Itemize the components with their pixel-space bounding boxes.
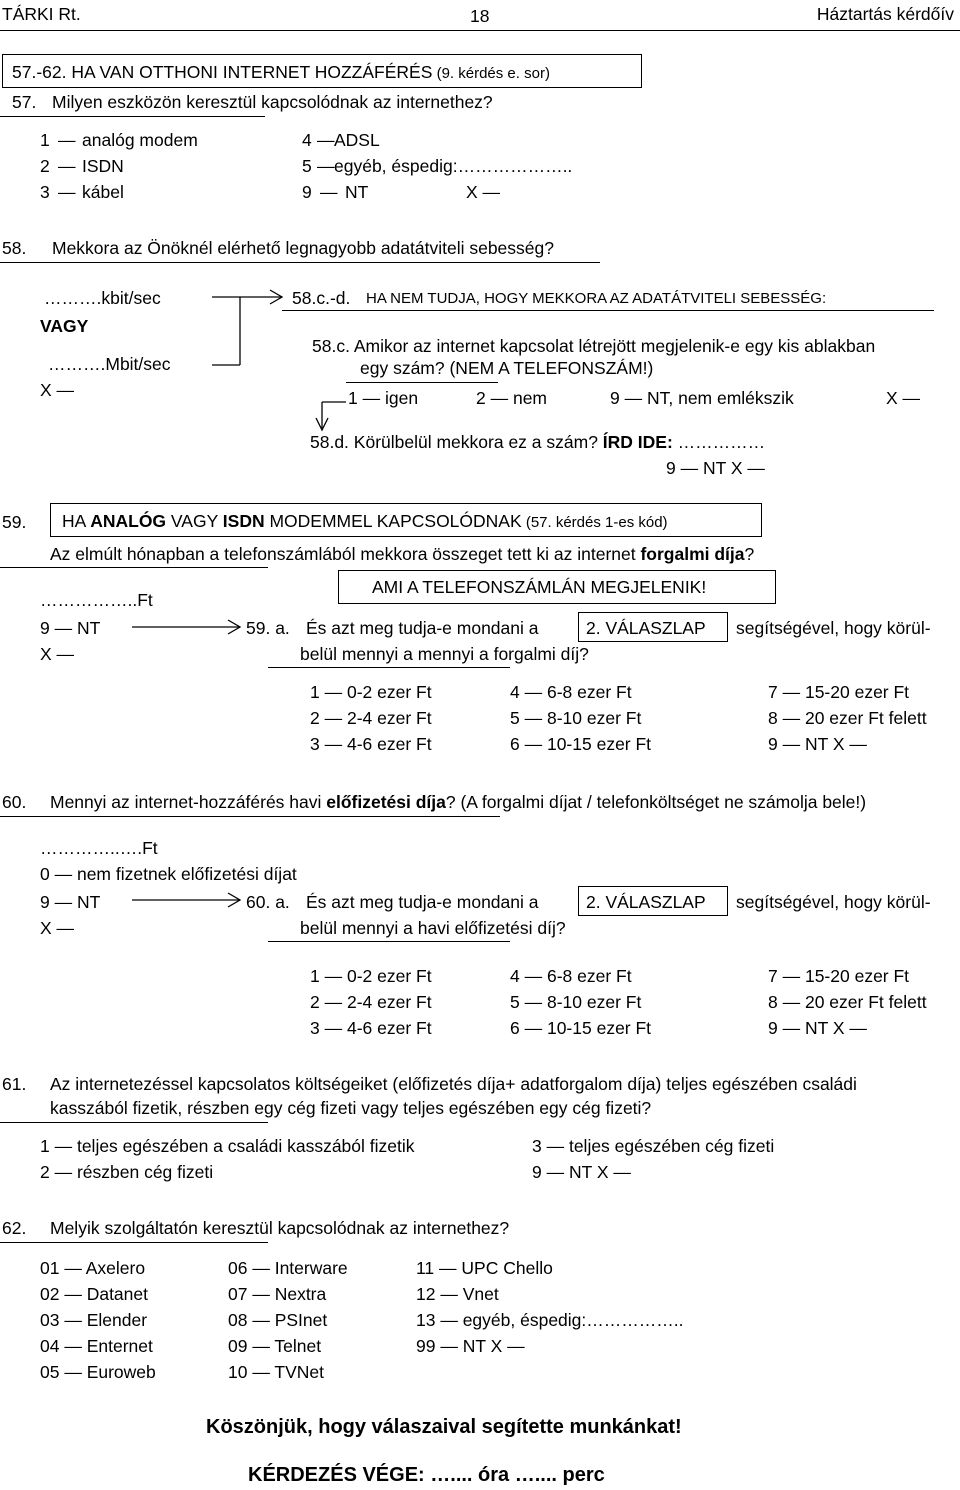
- fee-label: NT X —: [804, 1018, 867, 1038]
- q58c-opt: 9 — NT, nem emlékszik: [610, 388, 794, 408]
- q61-number: 61.: [2, 1074, 27, 1094]
- fee-code: 5: [510, 992, 520, 1012]
- q57-opt-code: 5: [302, 156, 312, 176]
- q57-opt-label: egyéb, éspedig:………………..: [334, 156, 573, 176]
- fee-label: 6-8 ezer Ft: [546, 966, 632, 986]
- q58-number: 58.: [2, 238, 27, 258]
- q60-question-text: Mennyi az internet-hozzáférés havi: [50, 792, 327, 812]
- fee-code: 3: [310, 734, 320, 754]
- q57-opt-label: ADSL: [334, 130, 380, 150]
- provider-label: Euroweb: [86, 1362, 156, 1382]
- q60-underline: [0, 816, 500, 817]
- q58-x-mark: X: [40, 380, 52, 400]
- provider-code: 13: [416, 1310, 436, 1330]
- fee-label: 4-6 ezer Ft: [346, 734, 432, 754]
- filter-57-62-note: (9. kérdés e. sor): [432, 65, 550, 82]
- fee-option: 5 — 8-10 ezer Ft: [510, 708, 642, 728]
- q58d-text: 58.d. Körülbelül mekkora ez a szám?: [310, 432, 598, 452]
- q58cd-underline: [282, 310, 934, 311]
- fee-option: 7 — 15-20 ezer Ft: [768, 966, 910, 986]
- provider-label: UPC Chello: [461, 1258, 553, 1278]
- q61-opt: 9 — NT X —: [532, 1162, 631, 1182]
- q60a-text-end: segítségével, hogy körül-: [736, 892, 931, 912]
- fee-code: 1: [310, 682, 320, 702]
- provider-option: 02 — Datanet: [40, 1284, 148, 1304]
- q58-underline: [0, 262, 600, 263]
- q59-question-bold: forgalmi díja: [640, 544, 745, 564]
- q58d-dots: ……………: [677, 432, 766, 452]
- provider-label: Axelero: [85, 1258, 146, 1278]
- provider-option: 01 — Axelero: [40, 1258, 146, 1278]
- q58c-opt-code: 2: [476, 388, 486, 408]
- provider-code: 09: [228, 1336, 248, 1356]
- fee-code: 6: [510, 734, 520, 754]
- fee-code: 7: [768, 966, 778, 986]
- q59-underline: [0, 567, 268, 568]
- filter-57-62: [12, 62, 550, 82]
- provider-label: Enternet: [86, 1336, 153, 1356]
- provider-code: 12: [416, 1284, 436, 1304]
- fee-code: 2: [310, 708, 320, 728]
- fee-label: 20 ezer Ft felett: [804, 708, 927, 728]
- q61-opt: 3 — teljes egészében cég fizeti: [532, 1136, 775, 1156]
- provider-option: 06 — Interware: [228, 1258, 348, 1278]
- q58cd-number: 58.c.-d.: [292, 288, 351, 308]
- provider-option: 08 — PSInet: [228, 1310, 328, 1330]
- q60a-line2: belül mennyi a havi előfizetési díj?: [300, 918, 566, 938]
- q57-dash: —: [58, 156, 76, 176]
- fee-label: NT X —: [804, 734, 867, 754]
- q57-x-mark: X —: [466, 182, 501, 202]
- q60a-text: És azt meg tudja-e mondani a: [306, 892, 539, 912]
- q58-vagy: VAGY: [40, 316, 89, 336]
- fee-code: 6: [510, 1018, 520, 1038]
- fee-option: 1 — 0-2 ezer Ft: [310, 966, 432, 986]
- q59-filter-pre: HA: [62, 511, 91, 531]
- q59a-number: 59. a.: [246, 618, 290, 638]
- q60-ft: …………..….Ft: [40, 838, 158, 858]
- provider-label: TVNet: [274, 1362, 324, 1382]
- q62-number: 62.: [2, 1218, 27, 1238]
- q57-underline: [0, 116, 265, 117]
- q58c-underline: [346, 382, 498, 383]
- provider-option: 12 — Vnet: [416, 1284, 499, 1304]
- q59-ft: ……………..Ft: [40, 590, 153, 610]
- q61-opt: 1 — teljes egészében a családi kasszából fizetik: [40, 1136, 415, 1156]
- fee-code: 9: [768, 1018, 778, 1038]
- q58cd-title: HA NEM TUDJA, HOGY MEKKORA AZ ADATÁTVITELI SEBESSÉG:: [366, 290, 827, 307]
- q57-opt-label: ISDN: [82, 156, 124, 176]
- provider-label: PSInet: [274, 1310, 328, 1330]
- q58-mbit: ……….Mbit/sec: [48, 354, 171, 374]
- q57-dash: —: [320, 182, 338, 202]
- footer-end: KÉRDEZÉS VÉGE: ….... óra ….... perc: [248, 1464, 605, 1486]
- provider-option: 07 — Nextra: [228, 1284, 327, 1304]
- q58c-opt-label: nem: [512, 388, 548, 408]
- fee-option: 7 — 15-20 ezer Ft: [768, 682, 910, 702]
- q60-question-bold: előfizetési díja: [326, 792, 446, 812]
- q57-opt-label: analóg modem: [82, 130, 198, 150]
- q59-filter-post: MODEMMEL KAPCSOLÓDNAK: [264, 511, 522, 531]
- q57-dash: —: [317, 156, 335, 176]
- q58d-nt: 9 — NT X —: [666, 458, 765, 478]
- provider-option: 10 — TVNet: [228, 1362, 324, 1382]
- fee-label: 0-2 ezer Ft: [346, 966, 432, 986]
- provider-label: Elender: [86, 1310, 148, 1330]
- q59-note: AMI A TELEFONSZÁMLÁN MEGJELENIK!: [372, 577, 707, 597]
- q60-question-end: ? (A forgalmi díjat / telefonköltséget ne számolja bele!): [445, 792, 867, 812]
- q59-number: 59.: [2, 512, 27, 532]
- q57-opt-code: 4: [302, 130, 312, 150]
- header-right: Háztartás kérdőív: [816, 4, 954, 24]
- header-left: TÁRKI Rt.: [2, 4, 81, 24]
- provider-option: 04 — Enternet: [40, 1336, 153, 1356]
- q58c-x: X —: [886, 388, 921, 408]
- fee-label: 2-4 ezer Ft: [346, 708, 432, 728]
- q58c-opt: 2 — nem: [476, 388, 548, 408]
- provider-option: 99 — NT X —: [416, 1336, 525, 1356]
- fee-label: 20 ezer Ft felett: [804, 992, 927, 1012]
- fee-label: 8-10 ezer Ft: [546, 708, 642, 728]
- q59-x: X —: [40, 644, 75, 664]
- provider-code: 01: [40, 1258, 60, 1278]
- fee-code: 5: [510, 708, 520, 728]
- q59-filter-note: (57. kérdés 1-es kód): [521, 514, 668, 531]
- q60-question: [50, 792, 866, 812]
- fee-code: 3: [310, 1018, 320, 1038]
- fee-code: 8: [768, 992, 778, 1012]
- q60a-valaszlap: 2. VÁLASZLAP: [586, 892, 706, 912]
- q59-question-end: ?: [744, 544, 755, 564]
- fee-option: 2 — 2-4 ezer Ft: [310, 708, 432, 728]
- q57-opt-code: 3: [40, 182, 50, 202]
- q60-x: X —: [40, 918, 75, 938]
- fee-option: 9 — NT X —: [768, 734, 867, 754]
- provider-label: Nextra: [274, 1284, 327, 1304]
- page-number: 18: [470, 6, 490, 26]
- fee-label: 8-10 ezer Ft: [546, 992, 642, 1012]
- q59a-text-end: segítségével, hogy körül-: [736, 618, 931, 638]
- q61-opt: 2 — részben cég fizeti: [40, 1162, 214, 1182]
- q58c-opt: 1 — igen: [348, 388, 419, 408]
- q59-question: [50, 544, 754, 564]
- q58d-write-label: ÍRD IDE:: [602, 432, 673, 452]
- provider-option: 13 — egyéb, éspedig:……………..: [416, 1310, 684, 1330]
- fee-option: 5 — 8-10 ezer Ft: [510, 992, 642, 1012]
- q59-question-text: Az elmúlt hónapban a telefonszámlából mekkora összeget tett ki az internet: [50, 544, 641, 564]
- fee-label: 6-8 ezer Ft: [546, 682, 632, 702]
- provider-code: 05: [40, 1362, 60, 1382]
- q59a-text: És azt meg tudja-e mondani a: [306, 618, 539, 638]
- provider-code: 08: [228, 1310, 248, 1330]
- provider-label: Vnet: [462, 1284, 499, 1304]
- q58-kbit: ……….kbit/sec: [44, 288, 161, 308]
- fee-option: 3 — 4-6 ezer Ft: [310, 734, 432, 754]
- q59-filter-analog: ANALÓG: [90, 511, 167, 531]
- provider-option: 09 — Telnet: [228, 1336, 322, 1356]
- fee-code: 8: [768, 708, 778, 728]
- fee-option: 3 — 4-6 ezer Ft: [310, 1018, 432, 1038]
- q60-opt0: 0 — nem fizetnek előfizetési díjat: [40, 864, 297, 884]
- q57-dash: —: [58, 130, 76, 150]
- fee-label: 2-4 ezer Ft: [346, 992, 432, 1012]
- q57-x: X: [466, 182, 478, 202]
- q59-filter-mid: VAGY: [166, 511, 223, 531]
- provider-option: 11 — UPC Chello: [416, 1258, 553, 1278]
- fee-option: 4 — 6-8 ezer Ft: [510, 966, 632, 986]
- q57-dash: —: [58, 182, 76, 202]
- q58c-line2: egy szám? (NEM A TELEFONSZÁM!): [360, 358, 654, 378]
- provider-code: 07: [228, 1284, 248, 1304]
- q57-opt-code: 2: [40, 156, 50, 176]
- provider-code: 10: [228, 1362, 248, 1382]
- q61-line2: kasszából fizetik, részben egy cég fizeti vagy teljes egészében egy cég fizeti?: [50, 1098, 652, 1118]
- fee-option: 4 — 6-8 ezer Ft: [510, 682, 632, 702]
- fee-option: 2 — 2-4 ezer Ft: [310, 992, 432, 1012]
- provider-code: 04: [40, 1336, 60, 1356]
- q57-dash: —: [317, 130, 335, 150]
- provider-label: Telnet: [274, 1336, 322, 1356]
- fee-option: 6 — 10-15 ezer Ft: [510, 1018, 652, 1038]
- q58c-opt-code: 1: [348, 388, 358, 408]
- provider-label: egyéb, éspedig:……………..: [462, 1310, 684, 1330]
- q58c-opt-label: NT, nem emlékszik: [646, 388, 794, 408]
- provider-label: Interware: [274, 1258, 348, 1278]
- q58-question: Mekkora az Önöknél elérhető legnagyobb adatátviteli sebesség?: [52, 238, 554, 258]
- q58c-opt-code: 9: [610, 388, 620, 408]
- provider-code: 06: [228, 1258, 248, 1278]
- fee-label: 15-20 ezer Ft: [804, 682, 910, 702]
- q57-opt-label: NT: [345, 182, 369, 202]
- fee-code: 7: [768, 682, 778, 702]
- fee-code: 4: [510, 966, 520, 986]
- q58c-x-mark: X: [886, 388, 898, 408]
- fee-label: 10-15 ezer Ft: [546, 1018, 652, 1038]
- fee-code: 1: [310, 966, 320, 986]
- q62-question: Melyik szolgáltatón keresztül kapcsolódnak az internethez?: [50, 1218, 510, 1238]
- provider-code: 03: [40, 1310, 60, 1330]
- q62-underline: [0, 1242, 268, 1243]
- fee-label: 0-2 ezer Ft: [346, 682, 432, 702]
- q57-number: 57.: [12, 92, 37, 112]
- fee-option: 6 — 10-15 ezer Ft: [510, 734, 652, 754]
- q60a-underline: [268, 941, 510, 942]
- q59a-underline: [268, 667, 510, 668]
- fee-label: 4-6 ezer Ft: [346, 1018, 432, 1038]
- provider-option: 03 — Elender: [40, 1310, 148, 1330]
- fee-code: 4: [510, 682, 520, 702]
- footer-thanks: Köszönjük, hogy válaszaival segítette munkánkat!: [206, 1416, 682, 1438]
- header-rule: [0, 30, 960, 31]
- q58c-line1: 58.c. Amikor az internet kapcsolat létrejött megjelenik-e egy kis ablakban: [312, 336, 876, 356]
- q58-x: X —: [40, 380, 75, 400]
- q57-opt-code: 1: [40, 130, 50, 150]
- q60-nt: 9 — NT: [40, 892, 101, 912]
- provider-option: 05 — Euroweb: [40, 1362, 156, 1382]
- q61-line1: Az internetezéssel kapcsolatos költségeiket (előfizetés díja+ adatforgalom díja) teljes egészében családi: [50, 1074, 857, 1094]
- fee-option: 9 — NT X —: [768, 1018, 867, 1038]
- fee-option: 1 — 0-2 ezer Ft: [310, 682, 432, 702]
- provider-code: 02: [40, 1284, 60, 1304]
- q59-filter: [62, 511, 668, 531]
- q60-number: 60.: [2, 792, 27, 812]
- fee-option: 8 — 20 ezer Ft felett: [768, 992, 927, 1012]
- provider-code: 11: [416, 1258, 435, 1278]
- q58d-question: [310, 432, 765, 452]
- q59a-valaszlap: 2. VÁLASZLAP: [586, 618, 706, 638]
- fee-label: 10-15 ezer Ft: [546, 734, 652, 754]
- fee-code: 9: [768, 734, 778, 754]
- fee-code: 2: [310, 992, 320, 1012]
- q57-opt-code: 9: [302, 182, 312, 202]
- provider-code: 99: [416, 1336, 436, 1356]
- q60a-number: 60. a.: [246, 892, 290, 912]
- q57-question: Milyen eszközön keresztül kapcsolódnak az internethez?: [52, 92, 493, 112]
- provider-label: Datanet: [86, 1284, 148, 1304]
- q58c-opt-label: igen: [384, 388, 419, 408]
- q59a-line2: belül mennyi a mennyi a forgalmi díj?: [300, 644, 589, 664]
- q61-underline: [0, 1122, 268, 1123]
- fee-label: 15-20 ezer Ft: [804, 966, 910, 986]
- q59-filter-isdn: ISDN: [222, 511, 265, 531]
- q57-opt-label: kábel: [82, 182, 124, 202]
- fee-option: 8 — 20 ezer Ft felett: [768, 708, 927, 728]
- q59-nt: 9 — NT: [40, 618, 101, 638]
- provider-label: NT X —: [462, 1336, 525, 1356]
- filter-57-62-main: 57.-62. HA VAN OTTHONI INTERNET HOZZÁFÉRÉS: [12, 62, 433, 82]
